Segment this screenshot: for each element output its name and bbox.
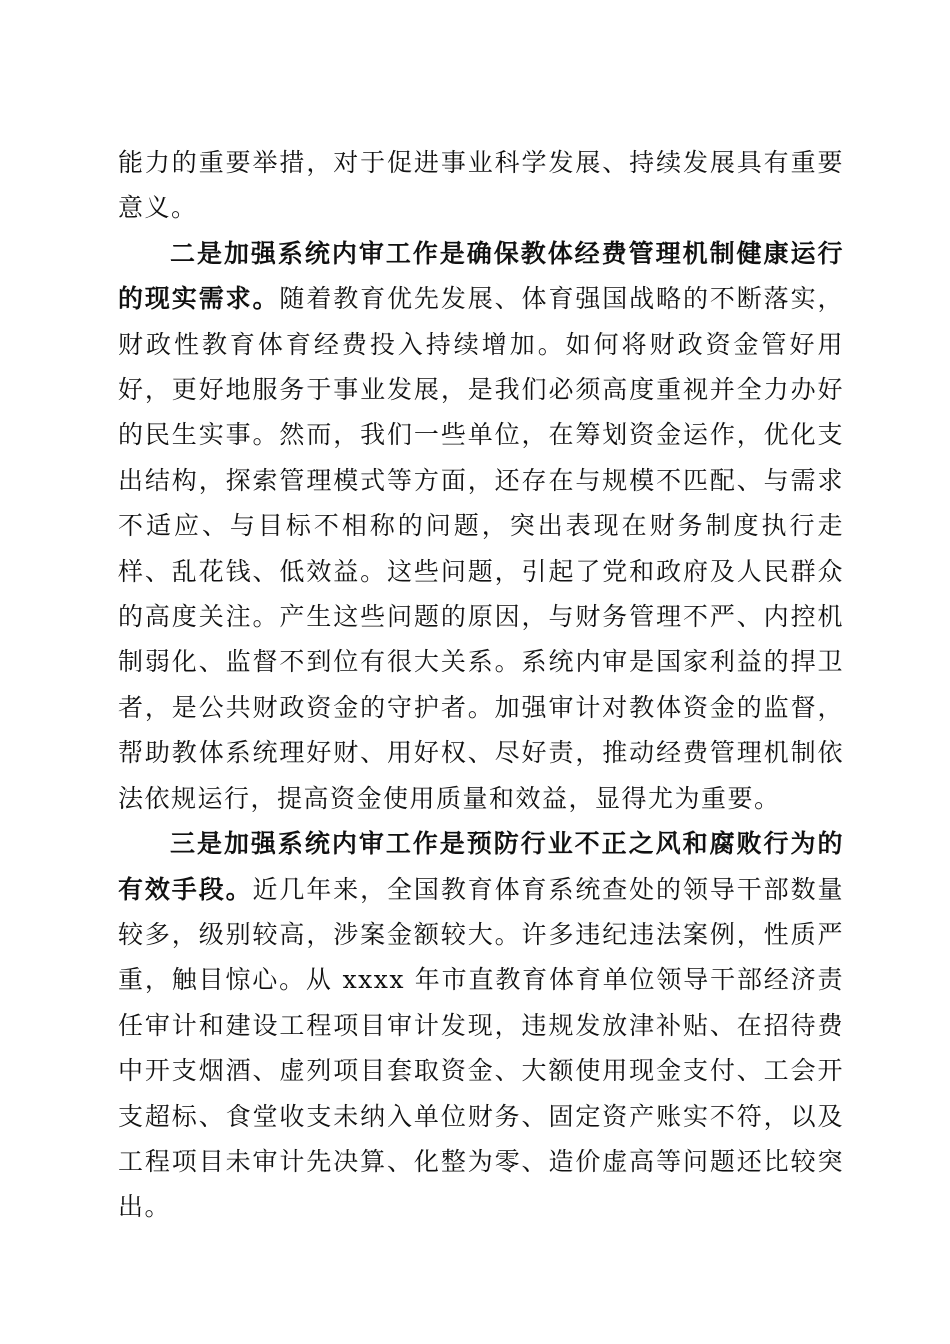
- paragraph-point-three: [118, 821, 844, 1230]
- paragraph-continuation: [118, 140, 844, 231]
- document-body: [118, 140, 844, 1230]
- paragraph-lead-sentence: 二是加强系统内审工作是确保教体经费管理机制健康运行的现实需求。: [118, 238, 844, 314]
- paragraph-body: 能力的重要举措，对于促进事业科学发展、持续发展具有重要意义。: [118, 148, 844, 223]
- paragraph-body: 近几年来，全国教育体育系统查处的领导干部数量较多，级别较高，涉案金额较大。许多违纪违法案例，性质严重，触目惊心。从 xxxx 年市直教育体育单位领导干部经济责任审计和建设工程项目审计发现，违规发放津补贴、在招待费中开支烟酒、虚列项目套取资金、大额使用现金支付、工会开支超标、食堂收支未纳入单位财务、固定资产账实不符，以及工程项目未审计先决算、化整为零、造价虚高等问题还比较突出。: [118, 874, 844, 1222]
- paragraph-point-two: [118, 231, 844, 821]
- paragraph-lead-sentence: 三是加强系统内审工作是预防行业不正之风和腐败行为的有效手段。: [118, 829, 844, 904]
- paragraph-body: 随着教育优先发展、体育强国战略的不断落实，财政性教育体育经费投入持续增加。如何将财政资金管好用好，更好地服务于事业发展，是我们必须高度重视并全力办好的民生实事。然而，我们一些单位，在筹划资金运作，优化支出结构，探索管理模式等方面，还存在与规模不匹配、与需求不适应、与目标不相称的问题，突出表现在财务制度执行走样、乱花钱、低效益。这些问题，引起了党和政府及人民群众的高度关注。产生这些问题的原因，与财务管理不严、内控机制弱化、监督不到位有很大关系。系统内审是国家利益的捍卫者，是公共财政资金的守护者。加强审计对教体资金的监督，帮助教体系统理好财、用好权、尽好责，推动经费管理机制依法依规运行，提高资金使用质量和效益，显得尤为重要。: [118, 284, 844, 813]
